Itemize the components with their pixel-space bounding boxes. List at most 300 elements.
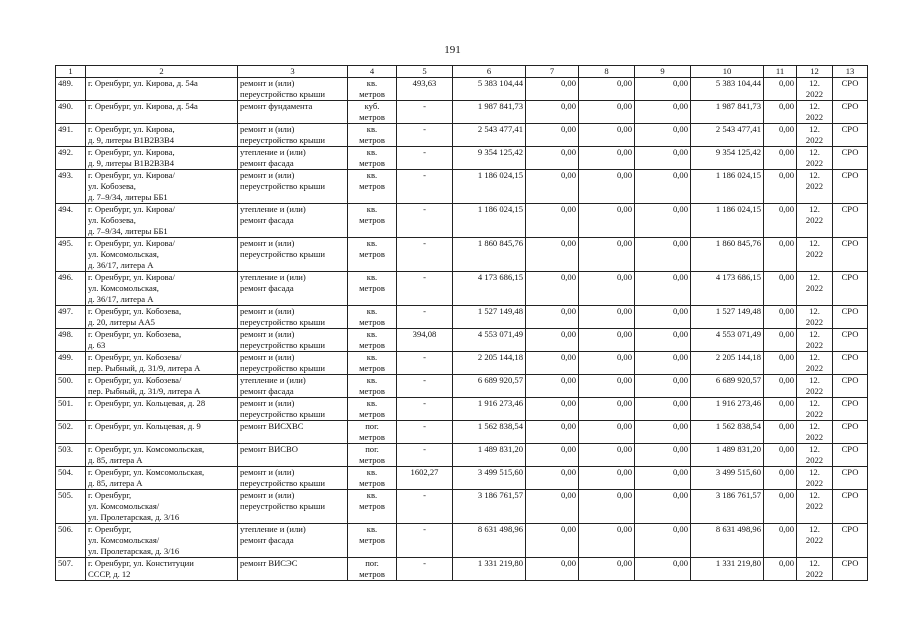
work-type-cell-line: ремонт фасада: [240, 158, 294, 168]
unit-cell-line: метров: [359, 283, 385, 293]
unit-cell-line: куб.: [364, 101, 380, 111]
method-cell: СРО: [833, 306, 868, 329]
fund-cell: 0,00: [526, 398, 579, 421]
unit-cell: [348, 124, 397, 147]
work-type-cell: [238, 147, 348, 170]
method-cell: СРО: [833, 101, 868, 124]
period-cell-line: 12.: [809, 375, 820, 385]
period-cell-line: 12.: [809, 329, 820, 339]
unit-cell-line: метров: [359, 432, 385, 442]
owners-funds-cell: 9 354 125,42: [691, 147, 764, 170]
total-cost-cell: 1 527 149,48: [453, 306, 526, 329]
fund-cell: 0,00: [526, 444, 579, 467]
method-cell: СРО: [833, 170, 868, 204]
address-cell-line: г. Оренбург,: [88, 524, 132, 534]
method-cell: СРО: [833, 147, 868, 170]
volume-cell: -: [397, 204, 453, 238]
address-cell-line: ул. Комсомольская,: [88, 283, 159, 293]
method-cell: СРО: [833, 467, 868, 490]
unit-cell-line: метров: [359, 112, 385, 122]
budget-region-cell: 0,00: [579, 78, 635, 101]
address-cell-line: пер. Рыбный, д. 31/9, литера А: [88, 363, 201, 373]
method-cell: СРО: [833, 352, 868, 375]
work-type-cell-line: переустройство крыши: [240, 249, 325, 259]
volume-cell: -: [397, 398, 453, 421]
other-funds-cell: 0,00: [764, 558, 797, 581]
work-type-cell: [238, 467, 348, 490]
unit-cell-line: пог.: [365, 421, 379, 431]
period-cell: [797, 524, 833, 558]
other-funds-cell: 0,00: [764, 238, 797, 272]
work-type-cell-line: ремонт и (или): [240, 238, 295, 248]
period-cell-line: 2022: [805, 249, 824, 259]
period-cell-line: 12.: [809, 352, 820, 362]
column-number: 6: [453, 66, 526, 78]
total-cost-cell: 2 205 144,18: [453, 352, 526, 375]
unit-cell: [348, 147, 397, 170]
column-number: 5: [397, 66, 453, 78]
fund-cell: 0,00: [526, 558, 579, 581]
period-cell: [797, 306, 833, 329]
unit-cell: [348, 272, 397, 306]
budget-region-cell: 0,00: [579, 101, 635, 124]
other-funds-cell: 0,00: [764, 124, 797, 147]
work-type-cell-line: утепление и (или): [240, 524, 306, 534]
address-cell-line: г. Оренбург, ул. Комсомольская,: [88, 467, 205, 477]
budget-local-cell: 0,00: [635, 329, 691, 352]
fund-cell: 0,00: [526, 467, 579, 490]
address-cell-line: ул. Пролетарская, д. 3/16: [88, 546, 180, 556]
work-type-cell-line: утепление и (или): [240, 375, 306, 385]
total-cost-cell: 6 689 920,57: [453, 375, 526, 398]
address-cell: [86, 101, 238, 124]
volume-cell: -: [397, 124, 453, 147]
address-cell-line: г. Оренбург, ул. Кобозева,: [88, 329, 182, 339]
unit-cell-line: кв.: [366, 147, 378, 157]
unit-cell: [348, 558, 397, 581]
address-cell-line: ул. Комсомольская/: [88, 535, 160, 545]
unit-cell: [348, 78, 397, 101]
volume-cell: -: [397, 375, 453, 398]
work-type-cell: [238, 306, 348, 329]
table-row: [56, 352, 868, 375]
volume-cell: -: [397, 524, 453, 558]
budget-local-cell: 0,00: [635, 524, 691, 558]
work-type-cell-line: ремонт и (или): [240, 329, 295, 339]
row-number: 500.: [56, 375, 86, 398]
row-number: 499.: [56, 352, 86, 375]
row-number: 502.: [56, 421, 86, 444]
period-cell-line: 12.: [809, 101, 820, 111]
table-row: [56, 398, 868, 421]
address-cell: [86, 204, 238, 238]
address-cell-line: г. Оренбург, ул. Кирова,: [88, 147, 175, 157]
address-cell-line: д. 63: [88, 340, 106, 350]
table-row: [56, 329, 868, 352]
address-cell-line: г. Оренбург,: [88, 490, 132, 500]
work-type-cell: [238, 490, 348, 524]
period-cell: [797, 444, 833, 467]
budget-region-cell: 0,00: [579, 124, 635, 147]
work-type-cell-line: переустройство крыши: [240, 181, 325, 191]
work-type-cell: [238, 352, 348, 375]
fund-cell: 0,00: [526, 101, 579, 124]
owners-funds-cell: 1 987 841,73: [691, 101, 764, 124]
unit-cell-line: кв.: [366, 124, 378, 134]
unit-cell-line: метров: [359, 535, 385, 545]
work-type-cell: [238, 375, 348, 398]
row-number: 501.: [56, 398, 86, 421]
address-cell: [86, 238, 238, 272]
period-cell: [797, 375, 833, 398]
address-cell-line: г. Оренбург, ул. Комсомольская,: [88, 444, 205, 454]
period-cell: [797, 147, 833, 170]
address-cell-line: д. 7–9/34, литеры ББ1: [88, 192, 168, 202]
total-cost-cell: 1 489 831,20: [453, 444, 526, 467]
unit-cell-line: пог.: [365, 558, 379, 568]
period-cell: [797, 170, 833, 204]
budget-region-cell: 0,00: [579, 329, 635, 352]
address-cell-line: г. Оренбург, ул. Конституции: [88, 558, 194, 568]
method-cell: СРО: [833, 421, 868, 444]
work-type-cell: [238, 124, 348, 147]
fund-cell: 0,00: [526, 238, 579, 272]
work-type-cell-line: ремонт ВИСВО: [240, 444, 298, 454]
total-cost-cell: 1 860 845,76: [453, 238, 526, 272]
fund-cell: 0,00: [526, 306, 579, 329]
work-type-cell: [238, 238, 348, 272]
work-type-cell: [238, 329, 348, 352]
period-cell-line: 2022: [805, 455, 824, 465]
column-number-row: [56, 66, 868, 78]
unit-cell-line: кв.: [366, 306, 378, 316]
address-cell: [86, 352, 238, 375]
period-cell: [797, 352, 833, 375]
address-cell-line: СССР, д. 12: [88, 569, 131, 579]
row-number: 497.: [56, 306, 86, 329]
unit-cell-line: метров: [359, 317, 385, 327]
other-funds-cell: 0,00: [764, 170, 797, 204]
period-cell-line: 12.: [809, 398, 820, 408]
owners-funds-cell: 1 562 838,54: [691, 421, 764, 444]
row-number: 493.: [56, 170, 86, 204]
budget-region-cell: 0,00: [579, 375, 635, 398]
period-cell: [797, 558, 833, 581]
other-funds-cell: 0,00: [764, 147, 797, 170]
owners-funds-cell: 4 553 071,49: [691, 329, 764, 352]
address-cell-line: г. Оренбург, ул. Кольцевая, д. 9: [88, 421, 201, 431]
address-cell-line: г. Оренбург, ул. Кирова, д. 54а: [88, 101, 198, 111]
period-cell-line: 12.: [809, 272, 820, 282]
address-cell-line: д. 36/17, литера А: [88, 260, 154, 270]
unit-cell-line: кв.: [366, 467, 378, 477]
unit-cell: [348, 238, 397, 272]
work-type-cell-line: переустройство крыши: [240, 89, 325, 99]
budget-region-cell: 0,00: [579, 398, 635, 421]
volume-cell: -: [397, 352, 453, 375]
address-cell-line: г. Оренбург, ул. Кобозева/: [88, 352, 182, 362]
fund-cell: 0,00: [526, 204, 579, 238]
work-type-cell-line: ремонт и (или): [240, 352, 295, 362]
address-cell-line: д. 9, литеры В1В2В3В4: [88, 158, 175, 168]
address-cell-line: ул. Кобозева,: [88, 181, 136, 191]
period-cell-line: 12.: [809, 238, 820, 248]
column-number: 4: [348, 66, 397, 78]
fund-cell: 0,00: [526, 375, 579, 398]
table-row: [56, 78, 868, 101]
address-cell: [86, 306, 238, 329]
unit-cell-line: метров: [359, 181, 385, 191]
fund-cell: 0,00: [526, 352, 579, 375]
period-cell: [797, 204, 833, 238]
table-row: [56, 101, 868, 124]
budget-local-cell: 0,00: [635, 78, 691, 101]
work-type-cell-line: ремонт и (или): [240, 467, 295, 477]
method-cell: СРО: [833, 204, 868, 238]
other-funds-cell: 0,00: [764, 352, 797, 375]
owners-funds-cell: 3 499 515,60: [691, 467, 764, 490]
period-cell-line: 2022: [805, 501, 824, 511]
method-cell: СРО: [833, 524, 868, 558]
unit-cell-line: метров: [359, 249, 385, 259]
fund-cell: 0,00: [526, 490, 579, 524]
total-cost-cell: 5 383 104,44: [453, 78, 526, 101]
period-cell-line: 2022: [805, 569, 824, 579]
budget-local-cell: 0,00: [635, 101, 691, 124]
budget-region-cell: 0,00: [579, 444, 635, 467]
total-cost-cell: 3 186 761,57: [453, 490, 526, 524]
other-funds-cell: 0,00: [764, 204, 797, 238]
owners-funds-cell: 1 186 024,15: [691, 204, 764, 238]
period-cell-line: 12.: [809, 306, 820, 316]
table-row: [56, 524, 868, 558]
column-number: 13: [833, 66, 868, 78]
address-cell-line: д. 36/17, литера А: [88, 294, 154, 304]
period-cell-line: 12.: [809, 524, 820, 534]
column-number: 3: [238, 66, 348, 78]
method-cell: СРО: [833, 490, 868, 524]
period-cell-line: 2022: [805, 215, 824, 225]
period-cell: [797, 124, 833, 147]
period-cell: [797, 329, 833, 352]
table-row: [56, 421, 868, 444]
work-type-cell-line: ремонт и (или): [240, 124, 295, 134]
table-row: [56, 238, 868, 272]
unit-cell-line: кв.: [366, 170, 378, 180]
address-cell-line: пер. Рыбный, д. 31/9, литера А: [88, 386, 201, 396]
budget-local-cell: 0,00: [635, 352, 691, 375]
total-cost-cell: 1 916 273,46: [453, 398, 526, 421]
budget-region-cell: 0,00: [579, 204, 635, 238]
other-funds-cell: 0,00: [764, 375, 797, 398]
fund-cell: 0,00: [526, 147, 579, 170]
budget-local-cell: 0,00: [635, 204, 691, 238]
period-cell-line: 2022: [805, 181, 824, 191]
page-number: 191: [444, 44, 461, 56]
row-number: 489.: [56, 78, 86, 101]
budget-local-cell: 0,00: [635, 444, 691, 467]
unit-cell-line: кв.: [366, 524, 378, 534]
total-cost-cell: 3 499 515,60: [453, 467, 526, 490]
column-number: 12: [797, 66, 833, 78]
unit-cell-line: кв.: [366, 329, 378, 339]
unit-cell: [348, 375, 397, 398]
unit-cell-line: метров: [359, 478, 385, 488]
unit-cell: [348, 490, 397, 524]
budget-region-cell: 0,00: [579, 421, 635, 444]
work-type-cell-line: переустройство крыши: [240, 478, 325, 488]
owners-funds-cell: 3 186 761,57: [691, 490, 764, 524]
budget-region-cell: 0,00: [579, 558, 635, 581]
budget-region-cell: 0,00: [579, 170, 635, 204]
method-cell: СРО: [833, 329, 868, 352]
period-cell-line: 2022: [805, 89, 824, 99]
period-cell: [797, 101, 833, 124]
address-cell-line: ул. Пролетарская, д. 3/16: [88, 512, 180, 522]
work-type-cell-line: переустройство крыши: [240, 409, 325, 419]
period-cell: [797, 238, 833, 272]
period-cell-line: 12.: [809, 467, 820, 477]
table-row: [56, 467, 868, 490]
period-cell-line: 2022: [805, 135, 824, 145]
budget-region-cell: 0,00: [579, 524, 635, 558]
unit-cell-line: метров: [359, 158, 385, 168]
method-cell: СРО: [833, 444, 868, 467]
work-type-cell-line: ремонт и (или): [240, 490, 295, 500]
budget-region-cell: 0,00: [579, 352, 635, 375]
owners-funds-cell: 1 916 273,46: [691, 398, 764, 421]
period-cell-line: 2022: [805, 386, 824, 396]
other-funds-cell: 0,00: [764, 398, 797, 421]
work-type-cell-line: ремонт и (или): [240, 170, 295, 180]
period-cell-line: 2022: [805, 283, 824, 293]
work-type-cell-line: утепление и (или): [240, 272, 306, 282]
unit-cell: [348, 170, 397, 204]
total-cost-cell: 1 186 024,15: [453, 170, 526, 204]
period-cell-line: 12.: [809, 444, 820, 454]
work-type-cell: [238, 170, 348, 204]
other-funds-cell: 0,00: [764, 272, 797, 306]
address-cell: [86, 398, 238, 421]
address-cell-line: д. 85, литера А: [88, 455, 143, 465]
budget-local-cell: 0,00: [635, 490, 691, 524]
unit-cell-line: метров: [359, 135, 385, 145]
owners-funds-cell: 1 331 219,80: [691, 558, 764, 581]
period-cell: [797, 467, 833, 490]
work-type-cell-line: переустройство крыши: [240, 501, 325, 511]
unit-cell-line: метров: [359, 569, 385, 579]
budget-region-cell: 0,00: [579, 147, 635, 170]
period-cell-line: 2022: [805, 340, 824, 350]
total-cost-cell: 4 173 686,15: [453, 272, 526, 306]
other-funds-cell: 0,00: [764, 444, 797, 467]
other-funds-cell: 0,00: [764, 524, 797, 558]
row-number: 503.: [56, 444, 86, 467]
column-number: 9: [635, 66, 691, 78]
unit-cell-line: кв.: [366, 78, 378, 88]
method-cell: СРО: [833, 78, 868, 101]
work-type-cell-line: ремонт фасада: [240, 283, 294, 293]
unit-cell-line: метров: [359, 409, 385, 419]
period-cell-line: 12.: [809, 147, 820, 157]
unit-cell: [348, 306, 397, 329]
address-cell-line: г. Оренбург, ул. Кольцевая, д. 28: [88, 398, 206, 408]
table-row: [56, 147, 868, 170]
other-funds-cell: 0,00: [764, 467, 797, 490]
unit-cell-line: кв.: [366, 352, 378, 362]
period-cell-line: 2022: [805, 409, 824, 419]
address-cell: [86, 558, 238, 581]
unit-cell: [348, 398, 397, 421]
repair-schedule-table: [55, 65, 868, 581]
fund-cell: 0,00: [526, 124, 579, 147]
unit-cell-line: метров: [359, 89, 385, 99]
work-type-cell: [238, 78, 348, 101]
work-type-cell-line: ремонт ВИСЭС: [240, 558, 298, 568]
other-funds-cell: 0,00: [764, 306, 797, 329]
budget-local-cell: 0,00: [635, 124, 691, 147]
volume-cell: -: [397, 306, 453, 329]
total-cost-cell: 1 331 219,80: [453, 558, 526, 581]
other-funds-cell: 0,00: [764, 490, 797, 524]
work-type-cell-line: утепление и (или): [240, 147, 306, 157]
total-cost-cell: 4 553 071,49: [453, 329, 526, 352]
unit-cell-line: метров: [359, 455, 385, 465]
address-cell-line: д. 7–9/34, литеры ББ1: [88, 226, 168, 236]
method-cell: СРО: [833, 398, 868, 421]
period-cell-line: 2022: [805, 363, 824, 373]
unit-cell: [348, 467, 397, 490]
budget-local-cell: 0,00: [635, 398, 691, 421]
row-number: 506.: [56, 524, 86, 558]
period-cell-line: 12.: [809, 78, 820, 88]
fund-cell: 0,00: [526, 421, 579, 444]
budget-local-cell: 0,00: [635, 306, 691, 329]
budget-region-cell: 0,00: [579, 306, 635, 329]
table-row: [56, 306, 868, 329]
total-cost-cell: 8 631 498,96: [453, 524, 526, 558]
address-cell: [86, 490, 238, 524]
volume-cell: -: [397, 147, 453, 170]
owners-funds-cell: 1 860 845,76: [691, 238, 764, 272]
fund-cell: 0,00: [526, 272, 579, 306]
address-cell-line: г. Оренбург, ул. Кобозева/: [88, 375, 182, 385]
owners-funds-cell: 1 527 149,48: [691, 306, 764, 329]
period-cell-line: 12.: [809, 124, 820, 134]
address-cell-line: г. Оренбург, ул. Кирова, д. 54а: [88, 78, 198, 88]
address-cell-line: г. Оренбург, ул. Кирова/: [88, 204, 175, 214]
unit-cell-line: кв.: [366, 375, 378, 385]
work-type-cell-line: ремонт фундамента: [240, 101, 313, 111]
address-cell-line: ул. Кобозева,: [88, 215, 136, 225]
unit-cell: [348, 204, 397, 238]
total-cost-cell: 2 543 477,41: [453, 124, 526, 147]
budget-region-cell: 0,00: [579, 490, 635, 524]
volume-cell: -: [397, 444, 453, 467]
unit-cell: [348, 421, 397, 444]
address-cell: [86, 170, 238, 204]
unit-cell: [348, 329, 397, 352]
work-type-cell: [238, 421, 348, 444]
period-cell: [797, 398, 833, 421]
row-number: 492.: [56, 147, 86, 170]
period-cell: [797, 421, 833, 444]
unit-cell: [348, 352, 397, 375]
total-cost-cell: 1 562 838,54: [453, 421, 526, 444]
budget-region-cell: 0,00: [579, 238, 635, 272]
owners-funds-cell: 2 543 477,41: [691, 124, 764, 147]
work-type-cell: [238, 101, 348, 124]
